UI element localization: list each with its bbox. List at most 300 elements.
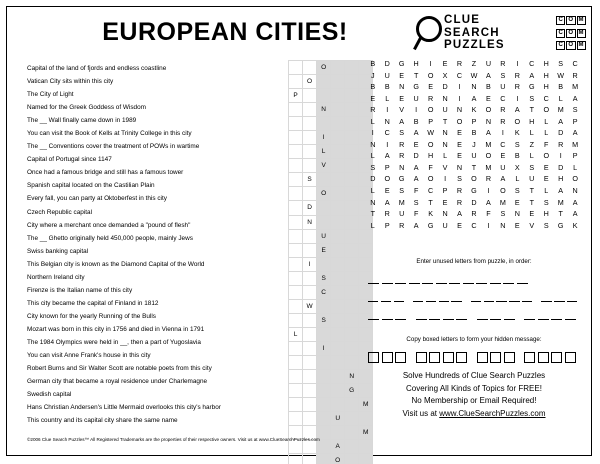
crossword-cell[interactable] bbox=[289, 341, 303, 355]
word-search-letter[interactable]: E bbox=[370, 93, 376, 103]
word-search-letter[interactable]: L bbox=[370, 151, 375, 161]
crossword-cell[interactable] bbox=[359, 454, 373, 464]
crossword-cell[interactable] bbox=[345, 61, 359, 75]
word-search-letter[interactable]: O bbox=[427, 70, 434, 80]
crossword-cell[interactable] bbox=[345, 454, 359, 464]
crossword-cell[interactable] bbox=[317, 412, 331, 426]
word-search-letter[interactable]: A bbox=[384, 197, 390, 207]
word-search-letter[interactable]: R bbox=[558, 139, 564, 149]
crossword-cell[interactable] bbox=[317, 384, 331, 398]
answer-box[interactable] bbox=[551, 352, 562, 363]
crossword-cell[interactable] bbox=[331, 370, 345, 384]
word-search-letter[interactable]: S bbox=[543, 197, 549, 207]
word-search-letter[interactable]: Z bbox=[529, 139, 534, 149]
crossword-cell[interactable] bbox=[303, 229, 317, 243]
word-search-letter[interactable]: A bbox=[529, 70, 535, 80]
crossword-cell[interactable] bbox=[289, 355, 303, 369]
answer-blank[interactable] bbox=[471, 289, 481, 302]
word-search-letter[interactable]: L bbox=[370, 186, 375, 196]
word-search-letter[interactable]: C bbox=[471, 220, 477, 230]
word-search-letter[interactable]: A bbox=[572, 209, 578, 219]
word-search-letter[interactable]: N bbox=[370, 139, 376, 149]
word-search-letter[interactable]: M bbox=[557, 105, 564, 115]
word-search-letter[interactable]: T bbox=[529, 186, 534, 196]
answer-blank[interactable] bbox=[409, 271, 420, 284]
word-search-letter[interactable]: A bbox=[413, 128, 419, 138]
word-search-letter[interactable]: E bbox=[457, 128, 462, 138]
crossword-cell[interactable] bbox=[331, 75, 345, 89]
word-search-letter[interactable]: L bbox=[370, 116, 375, 126]
word-search-letter[interactable]: O bbox=[427, 139, 434, 149]
word-search-letter[interactable]: N bbox=[456, 162, 463, 172]
answer-blank[interactable] bbox=[368, 289, 378, 302]
answer-box[interactable] bbox=[504, 352, 515, 363]
answer-box[interactable] bbox=[477, 352, 488, 363]
crossword-cell[interactable] bbox=[303, 271, 317, 285]
answer-blank[interactable] bbox=[451, 289, 461, 302]
word-search-letter[interactable]: E bbox=[457, 139, 462, 149]
word-search-letter[interactable]: P bbox=[572, 116, 578, 126]
crossword-cell[interactable] bbox=[317, 215, 331, 229]
word-search-letter[interactable]: R bbox=[456, 186, 463, 196]
crossword-cell[interactable] bbox=[317, 327, 331, 341]
answer-blank[interactable] bbox=[463, 271, 474, 284]
word-search-letter[interactable]: O bbox=[384, 174, 391, 184]
answer-blank[interactable] bbox=[522, 289, 532, 302]
word-search-letter[interactable]: I bbox=[371, 128, 374, 138]
word-search-letter[interactable]: N bbox=[471, 82, 477, 92]
crossword-cell[interactable] bbox=[303, 341, 317, 355]
word-search-letter[interactable]: X bbox=[442, 70, 448, 80]
word-search-letter[interactable]: D bbox=[442, 82, 448, 92]
crossword-cell[interactable] bbox=[331, 243, 345, 257]
crossword-cell[interactable] bbox=[345, 75, 359, 89]
crossword-cell[interactable] bbox=[345, 327, 359, 341]
word-search-letter[interactable]: I bbox=[516, 93, 519, 103]
word-search-letter[interactable]: W bbox=[470, 70, 478, 80]
word-search-letter[interactable]: S bbox=[514, 186, 520, 196]
word-search-letter[interactable]: A bbox=[500, 174, 506, 184]
answer-blank[interactable] bbox=[551, 307, 562, 320]
answer-blank[interactable] bbox=[395, 271, 406, 284]
crossword-cell[interactable] bbox=[331, 145, 345, 159]
crossword-cell[interactable] bbox=[289, 398, 303, 412]
crossword-cell[interactable] bbox=[331, 271, 345, 285]
word-search-letter[interactable]: G bbox=[528, 82, 535, 92]
word-search-letter[interactable]: R bbox=[514, 70, 520, 80]
word-search-letter[interactable]: E bbox=[413, 139, 419, 149]
crossword-cell[interactable] bbox=[345, 355, 359, 369]
answer-box[interactable] bbox=[368, 352, 379, 363]
crossword-cell[interactable] bbox=[345, 271, 359, 285]
word-search-letter[interactable]: R bbox=[384, 209, 390, 219]
word-search-letter[interactable]: F bbox=[413, 186, 419, 196]
word-search-letter[interactable]: U bbox=[471, 151, 477, 161]
answer-box[interactable] bbox=[443, 352, 454, 363]
crossword-cell[interactable] bbox=[331, 341, 345, 355]
crossword-cell[interactable] bbox=[303, 313, 317, 327]
word-search-letter[interactable]: M bbox=[572, 82, 579, 92]
word-search-letter[interactable]: O bbox=[543, 151, 550, 161]
word-search-letter[interactable]: X bbox=[514, 162, 520, 172]
word-search-letter[interactable]: T bbox=[529, 197, 534, 207]
answer-blank[interactable] bbox=[422, 271, 433, 284]
crossword-cell[interactable] bbox=[303, 89, 317, 103]
word-search-letter[interactable]: A bbox=[572, 128, 578, 138]
crossword-cell[interactable] bbox=[303, 355, 317, 369]
word-search-letter[interactable]: U bbox=[442, 220, 448, 230]
word-search-letter[interactable]: U bbox=[413, 93, 419, 103]
answer-box[interactable] bbox=[382, 352, 393, 363]
word-search-letter[interactable]: R bbox=[500, 59, 506, 68]
word-search-letter[interactable]: E bbox=[457, 151, 462, 161]
crossword-cell[interactable] bbox=[345, 89, 359, 103]
word-search-letter[interactable]: S bbox=[558, 59, 564, 68]
word-search-letter[interactable]: K bbox=[514, 128, 520, 138]
crossword-cell[interactable] bbox=[331, 117, 345, 131]
word-search-letter[interactable]: I bbox=[501, 128, 504, 138]
word-search-letter[interactable]: E bbox=[486, 93, 491, 103]
answer-blank[interactable] bbox=[538, 307, 549, 320]
word-search-letter[interactable]: H bbox=[543, 209, 549, 219]
crossword-cell[interactable] bbox=[345, 159, 359, 173]
word-search-letter[interactable]: U bbox=[500, 82, 506, 92]
word-search-letter[interactable]: U bbox=[485, 59, 492, 68]
word-search-letter[interactable]: C bbox=[428, 186, 434, 196]
word-search-letter[interactable]: A bbox=[413, 162, 419, 172]
answer-blank[interactable] bbox=[490, 271, 501, 284]
word-search-letter[interactable]: E bbox=[514, 197, 520, 207]
word-search-letter[interactable]: R bbox=[370, 105, 376, 115]
word-search-letter[interactable]: R bbox=[514, 82, 520, 92]
word-search-letter[interactable]: N bbox=[514, 209, 520, 219]
word-search-letter[interactable]: G bbox=[398, 59, 405, 68]
word-search-letter[interactable]: G bbox=[557, 220, 564, 230]
word-search-letter[interactable]: A bbox=[572, 93, 578, 103]
crossword-cell[interactable] bbox=[289, 384, 303, 398]
crossword-cell[interactable] bbox=[345, 257, 359, 271]
crossword-cell[interactable] bbox=[303, 61, 317, 75]
crossword-cell[interactable] bbox=[331, 384, 345, 398]
word-search-letter[interactable]: H bbox=[529, 116, 535, 126]
word-search-letter[interactable]: U bbox=[384, 70, 390, 80]
crossword-cell[interactable] bbox=[331, 201, 345, 215]
word-search-letter[interactable]: E bbox=[529, 209, 535, 219]
word-search-letter[interactable]: B bbox=[514, 151, 520, 161]
crossword-cell[interactable]: U bbox=[331, 412, 345, 426]
word-search-letter[interactable]: H bbox=[543, 70, 549, 80]
answer-blank[interactable] bbox=[382, 307, 393, 320]
crossword-cell[interactable] bbox=[289, 299, 303, 313]
word-search-letter[interactable]: N bbox=[442, 139, 448, 149]
word-search-letter[interactable]: O bbox=[543, 105, 550, 115]
word-search-letter[interactable]: P bbox=[572, 151, 578, 161]
word-search-letter[interactable]: O bbox=[485, 151, 492, 161]
word-search-letter[interactable]: I bbox=[487, 186, 490, 196]
word-search-letter[interactable]: H bbox=[428, 151, 434, 161]
word-search-letter[interactable]: E bbox=[543, 162, 549, 172]
crossword-cell[interactable] bbox=[331, 313, 345, 327]
word-search-letter[interactable]: T bbox=[428, 197, 433, 207]
crossword-cell[interactable] bbox=[331, 173, 345, 187]
crossword-cell[interactable] bbox=[303, 412, 317, 426]
crossword-cell[interactable] bbox=[289, 187, 303, 201]
word-search-letter[interactable]: N bbox=[485, 116, 492, 126]
word-search-letter[interactable]: L bbox=[515, 174, 520, 184]
crossword-cell[interactable] bbox=[345, 299, 359, 313]
crossword-cell[interactable]: E bbox=[317, 243, 331, 257]
answer-blank[interactable] bbox=[554, 289, 564, 302]
answer-blank[interactable] bbox=[541, 289, 551, 302]
word-search-letter[interactable]: A bbox=[384, 151, 390, 161]
answer-blank[interactable] bbox=[413, 289, 423, 302]
word-search-letter[interactable]: E bbox=[442, 59, 448, 68]
word-search-letter[interactable]: R bbox=[399, 151, 405, 161]
crossword-cell[interactable] bbox=[289, 454, 303, 464]
crossword-cell[interactable] bbox=[289, 313, 303, 327]
crossword-cell[interactable] bbox=[317, 299, 331, 313]
crossword-cell[interactable] bbox=[317, 370, 331, 384]
crossword-cell[interactable] bbox=[317, 117, 331, 131]
answer-box[interactable] bbox=[416, 352, 427, 363]
word-search-letter[interactable]: N bbox=[442, 128, 448, 138]
crossword-cell[interactable] bbox=[331, 61, 345, 75]
crossword-cell[interactable] bbox=[359, 243, 373, 257]
word-search-letter[interactable]: C bbox=[500, 93, 506, 103]
word-search-letter[interactable]: E bbox=[428, 82, 433, 92]
crossword-cell[interactable]: S bbox=[317, 271, 331, 285]
word-search-letter[interactable]: A bbox=[471, 93, 477, 103]
word-search-letter[interactable]: N bbox=[456, 105, 463, 115]
crossword-cell[interactable] bbox=[345, 229, 359, 243]
crossword-cell[interactable]: S bbox=[303, 173, 317, 187]
crossword-cell[interactable] bbox=[289, 229, 303, 243]
word-search-letter[interactable]: V bbox=[399, 105, 405, 115]
crossword-cell[interactable] bbox=[317, 355, 331, 369]
word-search-letter[interactable]: S bbox=[413, 197, 419, 207]
word-search-letter[interactable]: O bbox=[427, 174, 434, 184]
crossword-cell[interactable]: L bbox=[317, 145, 331, 159]
crossword-cell[interactable] bbox=[331, 257, 345, 271]
crossword-cell[interactable] bbox=[289, 61, 303, 75]
word-search-letter[interactable]: H bbox=[558, 174, 564, 184]
word-search-letter[interactable]: R bbox=[456, 59, 463, 68]
crossword-cell[interactable] bbox=[303, 370, 317, 384]
word-search-letter[interactable]: L bbox=[544, 128, 549, 138]
word-search-letter[interactable]: N bbox=[442, 93, 448, 103]
word-search-letter[interactable]: C bbox=[529, 59, 535, 68]
crossword-cell[interactable] bbox=[303, 187, 317, 201]
crossword-cell[interactable] bbox=[289, 159, 303, 173]
word-search-letter[interactable]: E bbox=[442, 197, 448, 207]
crossword-cell[interactable] bbox=[289, 201, 303, 215]
answer-box[interactable] bbox=[538, 352, 549, 363]
word-search-letter[interactable]: V bbox=[442, 162, 448, 172]
crossword-cell[interactable] bbox=[345, 173, 359, 187]
answer-blank[interactable] bbox=[524, 307, 535, 320]
word-search-letter[interactable]: T bbox=[413, 70, 419, 80]
crossword-cell[interactable]: D bbox=[303, 201, 317, 215]
word-search-letter[interactable]: B bbox=[370, 82, 376, 92]
crossword-cell[interactable] bbox=[303, 454, 317, 464]
word-search-letter[interactable]: S bbox=[529, 93, 535, 103]
answer-blank[interactable] bbox=[443, 307, 454, 320]
crossword-cell[interactable] bbox=[289, 412, 303, 426]
word-search-letter[interactable]: B bbox=[413, 116, 419, 126]
word-search-letter[interactable]: E bbox=[457, 220, 462, 230]
answer-box[interactable] bbox=[456, 352, 467, 363]
word-search-letter[interactable]: A bbox=[486, 197, 491, 207]
word-search-letter[interactable]: L bbox=[443, 151, 448, 161]
crossword-cell[interactable]: N bbox=[303, 215, 317, 229]
crossword-cell[interactable]: I bbox=[317, 341, 331, 355]
word-search-letter[interactable]: O bbox=[471, 174, 477, 184]
crossword-cell[interactable]: O bbox=[331, 454, 345, 464]
crossword-cell[interactable] bbox=[303, 103, 317, 117]
word-search-letter[interactable]: N bbox=[384, 116, 390, 126]
crossword-cell[interactable] bbox=[317, 89, 331, 103]
answer-blank[interactable] bbox=[496, 289, 506, 302]
word-search-letter[interactable]: D bbox=[471, 197, 477, 207]
word-search-letter[interactable]: M bbox=[499, 197, 506, 207]
crossword-cell[interactable] bbox=[331, 327, 345, 341]
crossword-cell[interactable] bbox=[303, 327, 317, 341]
crossword-cell[interactable]: M bbox=[359, 398, 373, 412]
crossword-cell[interactable] bbox=[331, 299, 345, 313]
word-search-letter[interactable]: U bbox=[500, 162, 506, 172]
word-search-letter[interactable]: T bbox=[471, 162, 477, 172]
word-search-letter[interactable]: O bbox=[427, 105, 434, 115]
word-search-letter[interactable]: B bbox=[471, 128, 477, 138]
crossword-cell[interactable]: S bbox=[317, 313, 331, 327]
word-search-letter[interactable]: R bbox=[399, 220, 405, 230]
crossword-cell[interactable] bbox=[331, 398, 345, 412]
word-search-letter[interactable]: A bbox=[457, 209, 462, 219]
word-search-letter[interactable]: G bbox=[413, 82, 419, 92]
word-search-letter[interactable]: H bbox=[413, 59, 419, 68]
word-search-letter[interactable]: C bbox=[572, 59, 578, 68]
word-search-letter[interactable]: L bbox=[558, 93, 563, 103]
crossword-cell[interactable] bbox=[289, 243, 303, 257]
crossword-cell[interactable] bbox=[289, 145, 303, 159]
word-search-letter[interactable]: E bbox=[514, 220, 520, 230]
answer-box[interactable] bbox=[395, 352, 406, 363]
crossword-cell[interactable]: L bbox=[289, 327, 303, 341]
word-search-letter[interactable]: E bbox=[399, 93, 405, 103]
word-search-letter[interactable]: I bbox=[386, 139, 389, 149]
word-search-letter[interactable]: S bbox=[543, 220, 549, 230]
crossword-cell[interactable] bbox=[345, 285, 359, 299]
word-search-letter[interactable]: W bbox=[557, 70, 565, 80]
word-search-letter[interactable]: P bbox=[384, 162, 390, 172]
crossword-cell[interactable] bbox=[331, 131, 345, 145]
crossword-cell[interactable] bbox=[317, 454, 331, 464]
word-search-letter[interactable]: L bbox=[544, 116, 549, 126]
answer-blank[interactable] bbox=[517, 271, 528, 284]
crossword-cell[interactable]: W bbox=[303, 299, 317, 313]
answer-blank[interactable] bbox=[368, 307, 379, 320]
answer-blank[interactable] bbox=[476, 271, 487, 284]
word-search-letter[interactable]: S bbox=[572, 105, 578, 115]
word-search-letter[interactable]: A bbox=[413, 220, 419, 230]
crossword-cell[interactable] bbox=[289, 215, 303, 229]
word-search-letter[interactable]: P bbox=[384, 220, 390, 230]
crossword-cell[interactable]: U bbox=[317, 229, 331, 243]
crossword-cell[interactable] bbox=[289, 75, 303, 89]
crossword-cell[interactable] bbox=[317, 75, 331, 89]
word-search-letter[interactable]: F bbox=[428, 162, 433, 172]
word-search-letter[interactable]: M bbox=[572, 139, 579, 149]
word-search-letter[interactable]: I bbox=[444, 174, 447, 184]
crossword-cell[interactable] bbox=[303, 285, 317, 299]
crossword-cell[interactable] bbox=[345, 341, 359, 355]
word-search-letter[interactable]: L bbox=[370, 220, 375, 230]
word-search-letter[interactable]: P bbox=[428, 116, 433, 126]
answer-blank[interactable] bbox=[394, 289, 404, 302]
word-search-letter[interactable]: R bbox=[500, 105, 506, 115]
word-search-letter[interactable]: N bbox=[399, 162, 405, 172]
word-search-letter[interactable]: A bbox=[558, 116, 564, 126]
crossword-cell[interactable]: O bbox=[317, 187, 331, 201]
answer-blank[interactable] bbox=[381, 289, 391, 302]
answer-blank[interactable] bbox=[503, 271, 514, 284]
word-search-letter[interactable]: O bbox=[500, 186, 506, 196]
word-search-letter[interactable]: K bbox=[428, 209, 433, 219]
word-search-letter[interactable]: N bbox=[500, 220, 506, 230]
word-search-letter[interactable]: M bbox=[485, 139, 492, 149]
crossword-cell[interactable] bbox=[289, 131, 303, 145]
answer-blank[interactable] bbox=[449, 271, 460, 284]
crossword-cell[interactable] bbox=[345, 187, 359, 201]
word-search-letter[interactable]: W bbox=[427, 128, 434, 138]
crossword-cell[interactable]: N bbox=[345, 370, 359, 384]
crossword-cell[interactable] bbox=[345, 145, 359, 159]
word-search-letter[interactable]: I bbox=[458, 93, 461, 103]
word-search-letter[interactable]: J bbox=[472, 139, 476, 149]
crossword-cell[interactable] bbox=[331, 159, 345, 173]
crossword-cell[interactable] bbox=[345, 412, 359, 426]
word-search-letter[interactable]: I bbox=[487, 220, 490, 230]
crossword-cell[interactable] bbox=[289, 271, 303, 285]
crossword-cell[interactable] bbox=[345, 201, 359, 215]
crossword-cell[interactable] bbox=[303, 145, 317, 159]
word-search-letter[interactable]: O bbox=[514, 116, 521, 126]
crossword-cell[interactable] bbox=[345, 243, 359, 257]
word-search-letter[interactable]: N bbox=[442, 209, 448, 219]
answer-blank[interactable] bbox=[490, 307, 501, 320]
word-search-letter[interactable]: A bbox=[399, 116, 405, 126]
crossword-cell[interactable] bbox=[317, 257, 331, 271]
word-search-letter[interactable]: C bbox=[456, 70, 463, 80]
word-search-letter[interactable]: O bbox=[572, 174, 578, 184]
word-search-letter[interactable]: E bbox=[543, 174, 549, 184]
crossword-cell[interactable] bbox=[303, 117, 317, 131]
word-search-letter[interactable]: B bbox=[370, 59, 376, 68]
word-search-letter[interactable]: A bbox=[514, 105, 520, 115]
crossword-cell[interactable] bbox=[317, 173, 331, 187]
answer-blank[interactable] bbox=[456, 307, 467, 320]
word-search-letter[interactable]: L bbox=[529, 151, 534, 161]
word-search-letter[interactable]: C bbox=[543, 93, 549, 103]
word-search-letter[interactable]: O bbox=[485, 105, 492, 115]
answer-box[interactable] bbox=[429, 352, 440, 363]
crossword-cell[interactable] bbox=[289, 370, 303, 384]
crossword-cell[interactable] bbox=[317, 201, 331, 215]
word-search-letter[interactable]: F bbox=[544, 139, 549, 149]
answer-blank[interactable] bbox=[368, 271, 379, 284]
crossword-cell[interactable] bbox=[345, 215, 359, 229]
word-search-letter[interactable]: N bbox=[370, 197, 376, 207]
